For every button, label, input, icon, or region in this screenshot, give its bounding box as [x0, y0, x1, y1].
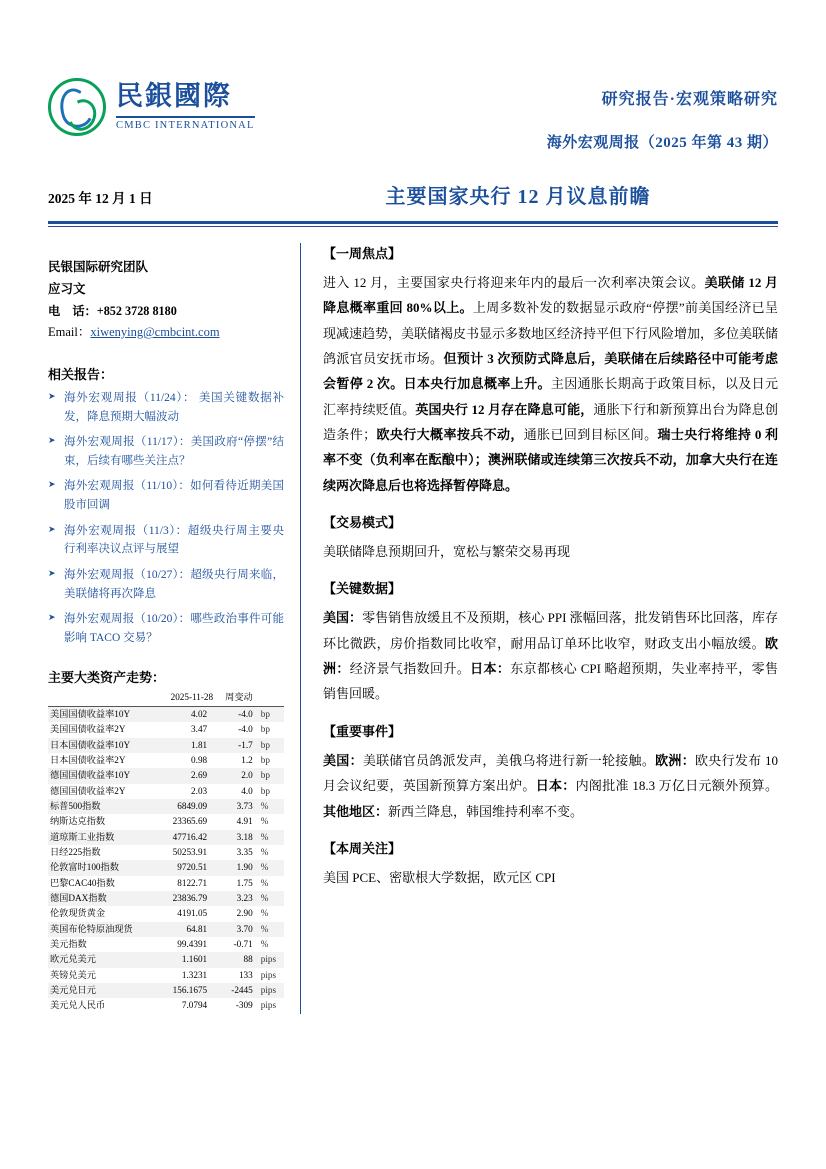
events-paragraph: [323, 748, 778, 824]
emphasis-text: 但预计 3 次预防式降息后，美联储在后续路径中可能考虑会暂停 2 次。日本央行加息概率上升。: [323, 351, 778, 392]
table-row: [48, 799, 284, 814]
body-text: 内阁批准 18.3 万亿日元额外预算。: [575, 778, 778, 794]
table-row: [48, 814, 284, 829]
table-row: [48, 845, 284, 860]
table-row: [48, 891, 284, 906]
table-cell: %: [260, 938, 269, 949]
title-row: [48, 180, 778, 209]
related-reports-list: [48, 389, 284, 648]
table-cell: 3.18: [236, 831, 253, 842]
events-heading: 【重要事件】: [323, 723, 402, 739]
table-cell: 巴黎CAC40指数: [50, 877, 115, 888]
table-cell: 23365.69: [172, 816, 208, 827]
body-text: 经济景气指数回升。: [349, 661, 471, 677]
table-cell: %: [260, 877, 269, 888]
asset-performance-table: [48, 690, 284, 1013]
watch-heading: 【本周关注】: [323, 840, 402, 856]
body-text: 东京都核心 CPI 略超预期，失业率持平，零售销售回暖。: [323, 661, 778, 702]
table-cell: 德国国债收益率10Y: [50, 770, 131, 781]
table-cell: 4191.05: [177, 908, 208, 919]
body-text: 欧央行发布 10 月会议纪要，英国新预算方案出炉。: [323, 752, 778, 794]
body-text: 主因通胀长期高于政策目标，以及日元汇率持续贬值。: [323, 376, 778, 417]
table-cell: 23836.79: [172, 892, 208, 903]
list-item[interactable]: ➤ 海外宏观周报（11/3）：超级央行周主要央行利率决议点评与展望: [48, 522, 284, 559]
table-row: [48, 768, 284, 783]
table-cell: 8122.71: [177, 877, 208, 888]
team-name: 民银国际研究团队: [48, 260, 149, 274]
table-cell: 欧元兑美元: [50, 954, 96, 965]
focus-heading: 【一周焦点】: [323, 246, 402, 261]
table-row: [48, 968, 284, 983]
trade-heading: 【交易模式】: [323, 515, 402, 531]
table-cell: %: [260, 846, 269, 857]
table-cell: 3.73: [236, 800, 253, 811]
table-cell: bp: [260, 770, 270, 781]
table-cell: 德国DAX指数: [50, 892, 107, 903]
table-cell: 88: [243, 954, 253, 965]
table-cell: pips: [260, 969, 277, 980]
table-row: [48, 738, 284, 753]
table-cell: 3.23: [236, 892, 253, 903]
research-team-block: [48, 257, 284, 344]
table-cell: 0.98: [191, 754, 208, 765]
table-body: [48, 706, 284, 1013]
table-cell: bp: [260, 754, 270, 765]
table-header-row: [48, 690, 284, 706]
list-item[interactable]: ➤ 海外宏观周报（11/10）：如何看待近期美国股市回调: [48, 477, 284, 514]
table-cell: 3.70: [236, 923, 253, 934]
table-cell: bp: [260, 785, 270, 796]
table-cell: %: [260, 908, 269, 919]
table-cell: -0.71: [233, 938, 253, 949]
header-divider: [48, 221, 778, 224]
col-unit: [255, 690, 284, 706]
table-cell: -4.0: [238, 708, 253, 719]
emphasis-text: 其他地区：: [323, 803, 389, 819]
emphasis-text: 日本：: [535, 778, 576, 794]
email-label: Email：: [48, 325, 91, 340]
emphasis-text: 欧洲：: [655, 752, 695, 768]
table-row: [48, 753, 284, 768]
logo-text: [116, 80, 255, 132]
table-row: [48, 860, 284, 875]
team-email-row: [48, 322, 284, 344]
column-divider: [300, 243, 301, 1014]
table-cell: 6849.09: [177, 800, 208, 811]
table-cell: 1.1601: [181, 954, 208, 965]
table-cell: 2.03: [191, 785, 208, 796]
table-cell: 2.0: [241, 770, 253, 781]
table-cell: 标普500指数: [50, 800, 101, 811]
table-cell: 133: [238, 969, 253, 980]
table-cell: pips: [260, 954, 277, 965]
list-item[interactable]: ➤ 海外宏观周报（11/17）：美国政府“停摆”结束，后续有哪些关注点？: [48, 433, 284, 470]
emphasis-text: 瑞士央行将维持 0 利率不变（负利率在酝酿中）；澳洲联储或连续第三次按兵不动，加拿大央行在连续两次降息后也将选择暂停降息。: [323, 427, 778, 493]
list-item[interactable]: ➤ 海外宏观周报（11/24）： 美国关键数据补发，降息预期大幅波动: [48, 389, 284, 426]
body-text: 零售销售放缓且不及预期，核心 PPI 涨幅回落，批发销售环比回落，库存环比微跌，房价指数同比收窄，耐用品订单环比收窄，财政支出小幅放缓。: [323, 610, 778, 651]
emphasis-text: 日本：: [470, 661, 511, 677]
table-row: [48, 952, 284, 967]
content-columns: [48, 243, 778, 1014]
trade-paragraph: 美联储降息预期回升，宽松与繁荣交易再现: [323, 544, 571, 560]
table-cell: 英镑兑美元: [50, 969, 96, 980]
table-cell: pips: [260, 985, 277, 995]
table-cell: 伦敦现货黄金: [50, 908, 106, 919]
table-cell: 美元兑日元: [50, 985, 96, 995]
table-row: [48, 998, 284, 1013]
table-row: [48, 983, 284, 998]
table-row: [48, 830, 284, 845]
team-phone: 电 话：+852 3728 8180: [48, 303, 177, 318]
table-cell: 日本国债收益率10Y: [50, 739, 131, 750]
email-link[interactable]: xiwenying@cmbcint.com: [90, 325, 220, 340]
table-cell: 2.90: [236, 908, 253, 919]
key-data-paragraph: [323, 605, 778, 706]
report-series: 海外宏观周报（2025 年第 43 期）: [546, 135, 778, 151]
table-cell: 3.47: [191, 724, 208, 735]
page-header: [48, 0, 778, 152]
cmbc-logo-icon: [48, 78, 106, 136]
table-cell: 1.81: [191, 739, 208, 750]
table-row: [48, 937, 284, 952]
list-item[interactable]: ➤ 海外宏观周报（10/27）：超级央行周来临，美联储将再次降息: [48, 566, 284, 603]
table-cell: 美国国债收益率2Y: [50, 724, 126, 735]
table-cell: -309: [235, 1000, 253, 1011]
col-change: 周变动: [215, 690, 255, 706]
header-right: [547, 78, 778, 152]
table-cell: 英国布伦特原油现货: [50, 923, 133, 934]
body-text: 通胀下行和新预算出台为降息创造条件；: [323, 401, 778, 443]
logo-chinese-name: 民銀國際: [116, 80, 232, 111]
table-cell: 2.69: [191, 770, 208, 781]
table-cell: 64.81: [186, 923, 208, 934]
table-cell: bp: [260, 708, 270, 719]
table-row: [48, 706, 284, 722]
table-cell: 3.35: [236, 846, 253, 857]
table-cell: 47716.42: [172, 831, 208, 842]
table-cell: 日经225指数: [50, 846, 101, 857]
table-cell: %: [260, 892, 269, 903]
emphasis-text: 美国：: [323, 610, 363, 626]
table-cell: pips: [260, 1000, 277, 1011]
table-row: [48, 922, 284, 937]
table-cell: %: [260, 831, 269, 842]
table-cell: 99.4391: [177, 938, 208, 949]
table-cell: 美国国债收益率10Y: [50, 708, 131, 719]
watch-paragraph: 美国 PCE、密歇根大学数据，欧元区 CPI: [323, 869, 556, 885]
table-cell: 1.2: [241, 754, 253, 765]
table-cell: bp: [260, 724, 270, 735]
body-text: 通胀已回到目标区间。: [523, 427, 658, 443]
table-cell: 1.90: [236, 862, 253, 873]
logo-english-name: CMBC INTERNATIONAL: [116, 116, 255, 132]
table-cell: bp: [260, 739, 270, 750]
publish-date: 2025 年 12 月 1 日: [48, 191, 153, 206]
table-cell: 1.75: [236, 877, 253, 888]
table-cell: %: [260, 816, 269, 827]
body-text: 上周多数补发的数据显示政府“停摆”前美国经济已呈现减速趋势，美联储褐皮书显示多数地区经济持平但下行风险增加，多位美联储鸽派官员安抚市场。: [323, 300, 779, 367]
table-cell: 道琼斯工业指数: [50, 831, 115, 842]
table-cell: -1.7: [238, 739, 253, 750]
table-cell: -2445: [231, 985, 253, 995]
body-text: 进入 12 月，主要国家央行将迎来年内的最后一次利率决策会议。: [323, 275, 705, 290]
table-cell: 伦敦富时100指数: [50, 862, 119, 873]
analyst-name: 应习文: [48, 281, 86, 296]
table-cell: 1.3231: [181, 969, 208, 980]
focus-paragraph: [323, 270, 778, 498]
body-text: 新西兰降息，韩国维持利率不变。: [388, 803, 584, 819]
emphasis-text: 美国：: [323, 752, 363, 768]
left-column: [48, 243, 300, 1014]
table-cell: 美元兑人民币: [50, 1000, 106, 1011]
table-cell: 50253.91: [172, 846, 208, 857]
table-cell: 4.0: [241, 785, 253, 796]
company-logo: [48, 78, 255, 136]
table-cell: %: [260, 800, 269, 811]
table-row: [48, 784, 284, 799]
asset-table-title: 主要大类资产走势：: [48, 670, 166, 686]
table-cell: 4.02: [191, 708, 208, 719]
table-cell: 日本国债收益率2Y: [50, 754, 126, 765]
table-cell: 4.91: [236, 816, 253, 827]
table-cell: 156.1675: [172, 985, 208, 995]
right-column: [311, 243, 778, 1014]
body-text: 美联储官员鸽派发声，美俄乌将进行新一轮接触。: [362, 752, 656, 768]
table-row: [48, 722, 284, 737]
page-title: 主要国家央行 12 月议息前瞻: [385, 186, 651, 208]
header-divider-thin: [48, 226, 778, 227]
related-reports-heading: 相关报告：: [48, 366, 114, 382]
table-cell: 纳斯达克指数: [50, 816, 106, 827]
table-row: [48, 906, 284, 921]
table-cell: 7.0794: [181, 1000, 208, 1011]
report-category: 研究报告·宏观策略研究: [601, 91, 778, 108]
col-asset: [48, 690, 157, 706]
table-cell: %: [260, 862, 269, 873]
emphasis-text: 欧央行大概率按兵不动，: [376, 427, 524, 443]
list-item[interactable]: ➤ 海外宏观周报（10/20）：哪些政治事件可能影响 TACO 交易？: [48, 610, 284, 647]
emphasis-text: 美联储 12 月降息概率重回 80%以上。: [323, 275, 778, 316]
table-cell: 9720.51: [177, 862, 208, 873]
table-row: [48, 876, 284, 891]
table-cell: 德国国债收益率2Y: [50, 785, 126, 796]
emphasis-text: 英国央行 12 月存在降息可能，: [415, 401, 594, 417]
table-cell: -4.0: [238, 724, 253, 735]
table-cell: 美元指数: [50, 938, 87, 949]
table-cell: %: [260, 923, 269, 934]
key-data-heading: 【关键数据】: [323, 581, 402, 597]
emphasis-text: 欧洲：: [323, 635, 778, 677]
col-date: 2025-11-28: [157, 690, 215, 706]
